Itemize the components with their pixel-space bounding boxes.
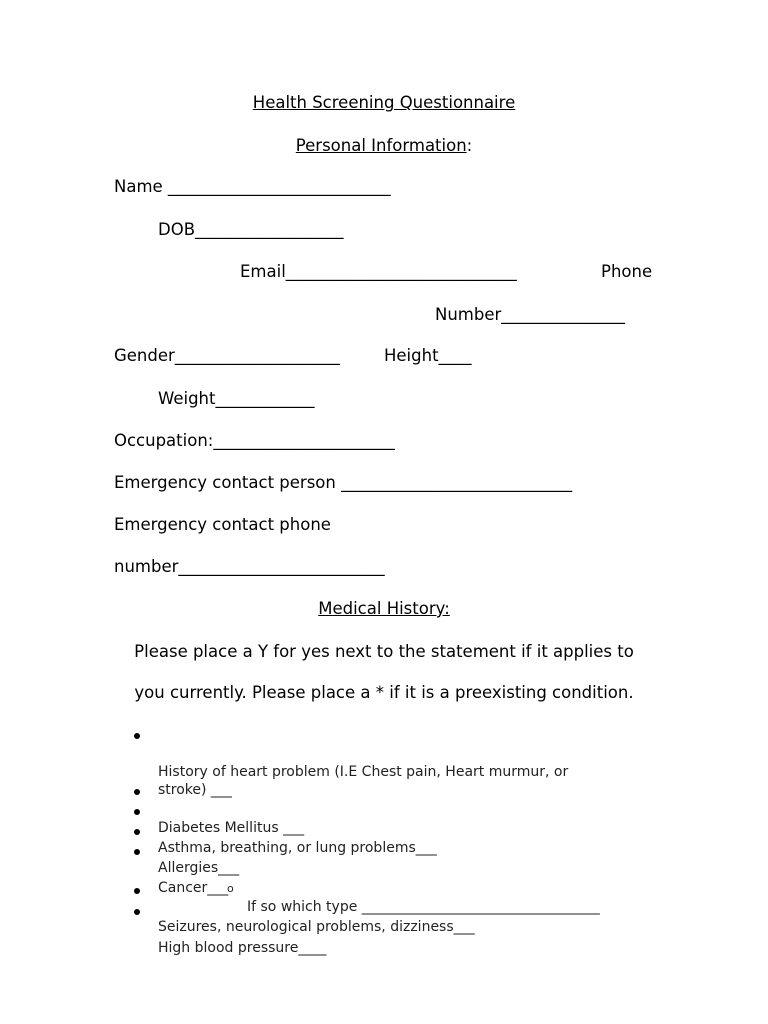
bullet-icon [134,829,140,835]
personal-info-heading-text: Personal Information [295,136,467,155]
bullet-icon [134,909,140,915]
bullet-icon [134,888,140,894]
list-item-heart-cont: stroke) ___ [158,782,232,798]
circle-bullet-icon: o [227,882,234,895]
document-title: Health Screening Questionnaire [252,93,516,112]
emergency-contact-person-field: Emergency contact person ____________________________ [114,473,573,492]
height-field: Height____ [384,346,472,365]
list-item-diabetes: Diabetes Mellitus ___ [134,783,161,855]
list-item-cancer: Cancer___ [134,843,161,915]
list-item-seizures: Seizures, neurological problems, dizziness___ [134,882,161,954]
phone-label: Phone [601,262,653,281]
dob-field: DOB__________________ [158,220,344,239]
email-field: Email____________________________ [240,262,517,281]
personal-info-heading-colon: : [466,136,473,155]
list-subitem-cancer-type: o If so which type __________________________________ [227,882,600,915]
list-item-blood-pressure: High blood pressure____ [134,903,161,975]
bullet-icon [134,789,140,795]
phone-number-field: Number_______________ [435,305,626,324]
list-item-heart: History of heart problem (I.E Chest pain, Heart murmur, or [134,727,161,799]
bullet-icon [134,849,140,855]
bullet-icon [134,809,140,815]
emergency-contact-phone-field: number_________________________ [114,557,385,576]
weight-field: Weight____________ [158,389,315,408]
list-item-asthma: Asthma, breathing, or lung problems___ [134,803,161,875]
medical-history-heading: Medical History: [318,599,450,618]
list-item-allergies: Allergies___ [134,823,161,895]
instruction-line-1: Please place a Y for yes next to the statement if it applies to [134,642,634,661]
personal-info-heading [0,136,768,156]
instruction-line-2: you currently. Please place a * if it is a preexisting condition. [134,683,634,702]
bullet-icon [134,733,140,739]
emergency-contact-phone-label: Emergency contact phone [114,515,331,534]
name-field: Name ___________________________ [114,177,391,196]
gender-field: Gender____________________ [114,346,340,365]
occupation-field: Occupation:______________________ [114,431,395,450]
